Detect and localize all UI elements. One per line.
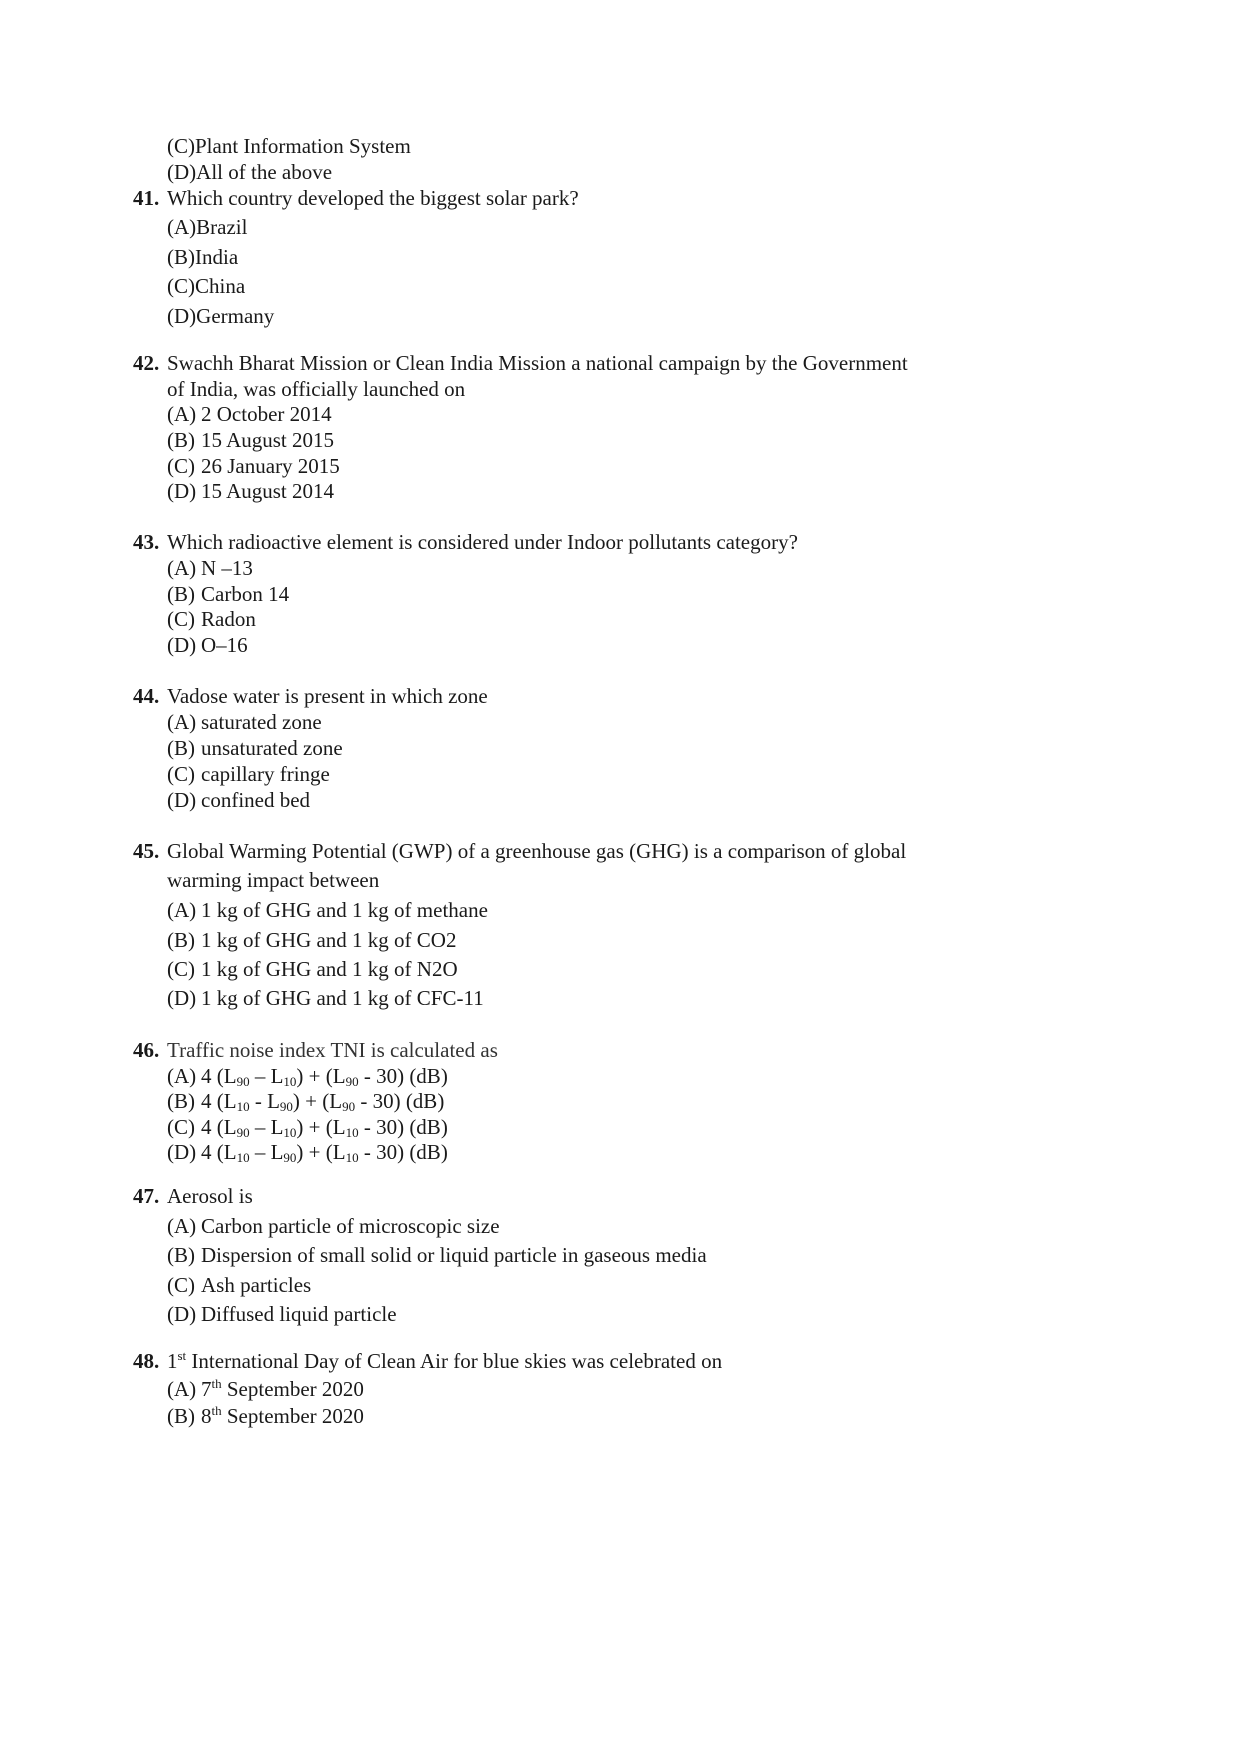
option-b: (B) Carbon 14 [167,582,290,606]
option-b: (B) 8th September 2020 [167,1403,364,1428]
option-d: (D) 15 August 2014 [167,479,335,503]
question-48: 48. 1st International Day of Clean Air for blue skies was celebrated on [133,1348,723,1373]
option-b: (B) 1 kg of GHG and 1 kg of CO2 [167,928,457,952]
option-d: (D) confined bed [167,788,311,812]
option-d: (D) O–16 [167,633,248,657]
option-b: (B)India [167,245,239,269]
option-a: (A) 4 $(L_{90} - L_{10}) + (L_{90} - 30)$ (dB) [167,1064,448,1089]
question-number: 42. [133,351,160,375]
option-b: (B) 4 $(L_{10} - L_{90}) + (L_{90} - 30)$ (dB) [167,1089,445,1114]
option-d: (D) Diffused liquid particle [167,1302,397,1326]
option-b: (B) Dispersion of small solid or liquid particle in gaseous media [167,1243,707,1267]
question-47 [133,1184,253,1208]
option-a: (A) Carbon particle of microscopic size [167,1214,500,1238]
question-number: 45. [133,839,160,863]
question-number: 41. [133,186,160,210]
option-a: (A) 2 October 2014 [167,402,332,426]
question-text: Swachh Bharat Mission or Clean India Mission a national campaign by the Government [167,351,908,375]
option-b: (B) unsaturated zone [167,736,343,760]
option-a: (A) 1 kg of GHG and 1 kg of methane [167,898,488,922]
question-number: 47. [133,1184,160,1208]
option-d: (D) 4 $(L_{10} - L_{90}) + (L_{10} - 30)$ (dB) [167,1140,448,1165]
question-text: Vadose water is present in which zone [167,684,488,708]
question-text: Traffic noise index TNI is calculated as [167,1038,498,1062]
option-b: (B) 15 August 2015 [167,428,335,452]
option-d: (D)Germany [167,304,275,328]
question-46 [133,1038,498,1062]
option-a: (A) saturated zone [167,710,322,734]
question-45 [133,839,906,863]
option-c: (C)Plant Information System [167,134,411,158]
question-number: 44. [133,684,160,708]
option-c: (C) Radon [167,607,256,631]
question-number: 48. [133,1349,160,1373]
question-text: International Day of Clean Air for blue skies was celebrated on [186,1349,723,1373]
question-text: Aerosol is [167,1184,253,1208]
option-c: (C) Ash particles [167,1273,312,1297]
option-c: (C) 26 January 2015 [167,454,340,478]
option-a: (A) 7th September 2020 [167,1376,364,1401]
option-c: (C) capillary fringe [167,762,330,786]
question-text-continued: of India, was officially launched on [167,377,466,401]
question-44 [133,684,488,708]
option-d: (D)All of the above [167,160,333,184]
question-41 [133,186,579,210]
option-c: (C) 1 kg of GHG and 1 kg of N2O [167,957,458,981]
question-number: 43. [133,530,160,554]
option-d: (D) 1 kg of GHG and 1 kg of CFC-11 [167,986,484,1010]
question-text: Global Warming Potential (GWP) of a greenhouse gas (GHG) is a comparison of global [167,839,907,863]
question-text: Which radioactive element is considered under Indoor pollutants category? [167,530,798,554]
question-43 [133,530,798,554]
option-c: (C)China [167,274,246,298]
question-text: Which country developed the biggest solar park? [167,186,579,210]
question-number: 46. [133,1038,160,1062]
question-text-continued: warming impact between [167,868,380,892]
option-a: (A)Brazil [167,215,248,239]
option-c: (C) 4 $(L_{90} - L_{10}) + (L_{10} - 30)$ (dB) [167,1115,448,1140]
question-42 [133,351,908,375]
option-a: (A) N –13 [167,556,253,580]
